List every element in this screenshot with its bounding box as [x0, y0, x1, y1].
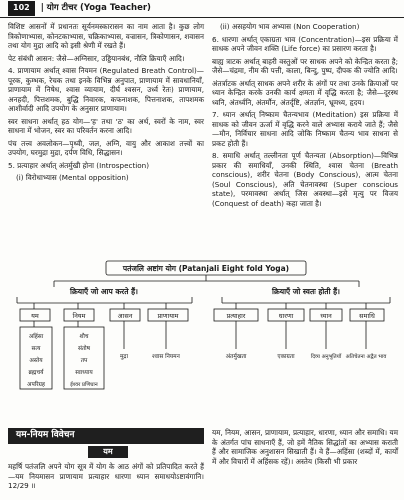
dhyana-sub: दिव्य अनुभूतियाँ	[310, 354, 342, 360]
limb-niyama: नियम	[72, 312, 86, 320]
limb-asana: आसन	[117, 312, 133, 320]
section-heading: यम-नियम विवेचन	[8, 428, 204, 444]
paragraph: अंतर्त्राटक अर्थात् साधक अपने शरीर के अंगों पर तथा उनके क्रियाओं पर ध्यान केन्द्रित करके उनकी कार्य क्षमता में वृद्धि करता है; जैसे—दूरस्थ ध्वनि, अंतर्ध्वनि, अंतर्मौन, अंतर्दृष्टि, अंतर्ज्ञान, भ्रूमध्य, हृदय।	[212, 78, 398, 107]
paragraph: बाह्य त्राटक अर्थात् बाहरी वस्तुओं पर साधक अपने को केन्द्रित करता है; जैसे—चंद्रमा, नीम की पत्ती, काला, बिन्दु, पुष्प, दीपक की ज्योति आदि।	[212, 56, 398, 75]
paragraph: 7. ध्यान अर्थात् निष्काम चैतन्यभाव (Meditation) इस प्रक्रिया में साधक को जीवन ऊर्जा में वृद्धि करने वाले अभ्यास कराये जाते हैं; जैसे—मौन, निर्विचार साधना आदि जोकि निष्काम चैतन्य भाव साधना से प्रकट होती हैं।	[212, 110, 398, 148]
group-label-right: क्रियाएँ जो स्वतः होती हैं।	[272, 287, 340, 296]
paragraph: पंच तत्त्व अवलोकन—पृथ्वी, जल, अग्नि, वायु और आकाश तत्त्वों का उपयोग, घरमुद्रा मुद्रा, दर्पण विधि, सिद्धासन।	[8, 138, 204, 157]
page-header	[0, 0, 404, 18]
niyama-item: संतोष	[77, 346, 91, 352]
niyama-item: शौच	[79, 334, 89, 340]
pranayama-sub: श्वास नियमन	[152, 354, 180, 360]
yama-item: अपरिग्रह	[27, 382, 45, 388]
paragraph: 5. प्रत्याहार अर्थात् अंतर्मुखी होना (Introspection)	[8, 160, 150, 170]
paragraph: 8. समाधि अर्थात् तल्लीनता पूर्ण चैतन्यता (Absorption)—विभिन्न प्रकार की समाधियाँ, उनकी स्थिति, श्वास चेतना (Breath conscious), शरीर चेतना (Body Conscious), आत्म चेतना (Soul Conscious), अति चेतनावस्था (Super conscious state), परमावस्था अर्थात् जिस अवस्था—इसे मृत्यु पर विजय (Conquest of death) कहा जाता है।	[212, 151, 398, 208]
bottom-left-text	[8, 462, 204, 494]
page-number: 102	[8, 1, 35, 16]
paragraph: (i) विरोधाभ्यास (Mental opposition)	[16, 173, 129, 182]
bottom-right-text	[212, 428, 398, 469]
eightfold-yoga-diagram	[14, 259, 394, 421]
paragraph: विशिष्ट आसनों में प्रधानतः सूर्यनमस्कारासन का नाम आता है। कुछ लोग त्रिकोणाभ्यास, कोनटकाभ्यास, चक्रिकाभ्यास, वज्रासन, त्रिकोणासन, शवासन तथा योग मुद्रा आदि को इसी श्रेणी में रखते हैं।	[8, 22, 204, 50]
limb-dharana: धारणा	[278, 312, 294, 320]
paragraph: महर्षि पतंजलि अपने योग सूत्र में योग के आठ अंगों को प्रतिपादित करते हैं—यम नियमासन प्राणायाम प्रत्याहार धारणा ध्यान समाधयोऽष्टावंगानि। 12/29 ॥	[8, 462, 204, 490]
niyama-item: ईश्वर प्रणिधान	[70, 382, 98, 388]
yama-item: सत्य	[31, 346, 41, 352]
limb-yama: यम	[31, 312, 39, 320]
left-column	[8, 22, 204, 186]
paragraph: यम, नियम, आसन, प्राणायाम, प्रत्याहार, धारणा, ध्यान और समाधि। यम के अंतर्गत पांच साधनाएँ हैं, जो हमें नैतिक सिद्धांतों का अभ्यास कराती हैं और सामाजिक अनुशासन सिखाती हैं। वे हैं—अहिंसा (शब्दों में, कार्यों में और विचारों में अहिंसक रहें)। अस्तेय (किसी भी प्रकार	[212, 428, 398, 466]
samadhi-sub: अतिचेतना अद्वैत भाव	[345, 354, 387, 360]
subheading-yam: यम	[88, 446, 128, 458]
diagram-title: पतंजलि अष्टांग योग (Patanjali Eight fold Yoga)	[122, 264, 290, 273]
right-column	[212, 22, 398, 211]
yama-item: अस्तेय	[29, 358, 43, 364]
asana-sub: मुद्रा	[119, 354, 129, 360]
group-label-left: क्रियाएँ जो आप करते हैं।	[70, 287, 138, 296]
paragraph: 6. धारणा अर्थात् एकाग्रता भाव (Concentration)—इस प्रक्रिया में साधक अपने जीवन शक्ति (Life force) का प्रसारण करता है।	[212, 34, 398, 53]
book-title: | योग टीचर (Yoga Teacher)	[40, 2, 151, 13]
paragraph: पेट संबंधी आसन: जैसे—अग्निसार, उड्डियानबंध, नौलि क्रियाएँ आदि।	[8, 53, 185, 63]
paragraph: स्वर साधना अर्थात् हठ योग—'ह' तथा 'ठ' का अर्थ, स्वरों के नाम, स्वर साधना में भोजन, स्वर का परिवर्तन करना आदि।	[8, 116, 204, 135]
paragraph: (ii) असहयोग भाव अभ्यास (Non Cooperation)	[220, 22, 360, 31]
yama-item: अहिंसा	[28, 334, 44, 340]
niyama-item: तप	[80, 358, 88, 364]
limb-samadhi: समाधि	[359, 312, 375, 320]
niyama-item: स्वाध्याय	[75, 370, 93, 376]
paragraph: 4. प्राणायाम अर्थात् श्वास नियमन (Regulated Breath Control)—पूरक, कुम्भक, रेचक तथा इनके विभिन्न अनुपात, प्राणायाम में सावधानियाँ, प्राणायाम में निषेध, श्वास व्यायाम, दीर्घ श्वसन, उर्ध्व रेतः) प्राणायाम, अनहदी, पित्तशमक, बुद्धि निवारक, कफनाशक, पित्तनाशक, तापशमक आशीर्वादी आदि उपयोग के अनुसार प्राणायाम।	[8, 66, 204, 113]
yama-item: ब्रह्मचर्य	[28, 370, 44, 376]
limb-pranayama: प्राणायाम	[157, 312, 179, 320]
pratyahara-sub: अंतर्मुखता	[225, 354, 247, 360]
limb-pratyahara: प्रत्याहार	[226, 312, 246, 320]
dharana-sub: एकाग्रता	[277, 354, 295, 360]
limb-dhyana: ध्यान	[320, 312, 332, 320]
